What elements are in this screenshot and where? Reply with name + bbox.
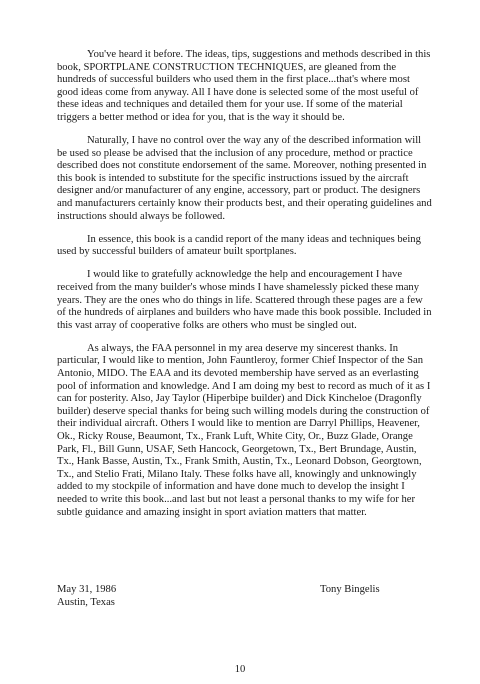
author-signature: Tony Bingelis xyxy=(320,584,380,595)
paragraph-intro: You've heard it before. The ideas, tips, suggestions and methods described in this book, SPORTPLANE CONSTRUCTION TECHNIQUES, are gleaned from the hundreds of successful builders who used them in the first place...that's where most good ideas come from anyway. All I have done is selected some of the most useful of these ideas and techniques and detailed them for your use. If some of the material triggers a better method or idea for you, that is the way it should be. xyxy=(57,49,431,123)
place: Austin, Texas xyxy=(57,597,115,608)
date: May 31, 1986 xyxy=(57,584,117,595)
page-number: 10 xyxy=(234,664,246,675)
body-text xyxy=(57,49,433,530)
closing-block xyxy=(57,584,433,614)
paragraph-essence: In essence, this book is a candid report of the many ideas and techniques being used by successful builders of amateur built sportplanes. xyxy=(57,233,421,258)
paragraph-thanks: As always, the FAA personnel in my area deserve my sincerest thanks. In particular, I would like to mention, John Fauntleroy, former Chief Inspector of the San Antonio, MIDO. The EAA and its devoted membership have served as an everlasting pool of information and knowledge. And I am doing my best to record as much of it as I can for posterity. Also, Jay Taylor (Hiperbipe builder) and Dick Kincheloe (Dragonfly builder) deserve special thanks for being such willing models during the construction of their individual aircraft. Others I would like to mention are Darryl Phillips, Heavener, Ok., Ricky Rouse, Beaumont, Tx., Frank Luft, White City, Or., Buzz Glade, Orange Park, Fl., Bill Gunn, USAF, Seth Hancock, Georgetown, Tx., Bert Brundage, Austin, Tx., Hank Basse, Austin, Tx., Frank Smith, Austin, Tx., Leonard Dobson, Georgtown, Tx., and Stelio Frati, Milano Italy. These folks have all, knowingly and unknowingly added to my stockpile of information and have done much to develop the insight I needed to write this book...and last but not least a personal thanks to my wife for her subtle guidance and amazing insight in sport aviation matters that matter. xyxy=(57,342,431,518)
paragraph-disclaimer: Naturally, I have no control over the way any of the described information will be used so please be advised that the inclusion of any procedure, method or practice described does not constitute endorsement of the same. Moreover, nothing presented in this book is intended to substitute for the specific instructions issued by the aircraft designer and/or manufacturer of any engine, accessory, part or product. The designers and manufacturers certainly know their products best, and their operating guidelines and instructions should always be followed. xyxy=(57,135,432,222)
paragraph-acknowledgement: I would like to gratefully acknowledge the help and encouragement I have received from the many builder's whose minds I have shamelessly picked these many years. They are the ones who do things in life. Scattered through these pages are a few of the hundreds of airplanes and builders who have made this book possible. Included in this vast array of cooperative folks are others who must be singled out. xyxy=(57,269,432,331)
